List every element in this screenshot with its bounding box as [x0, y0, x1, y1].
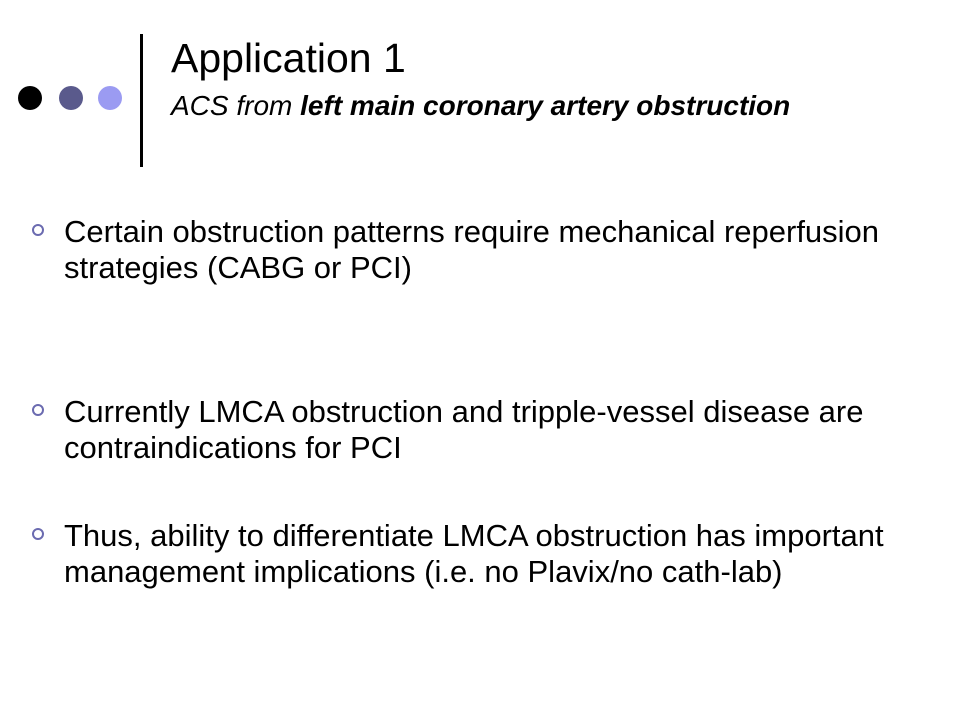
bullet-text: Currently LMCA obstruction and tripple-vessel disease are contraindications for PCI — [64, 394, 864, 465]
dot-icon — [98, 86, 122, 110]
dot-icon — [18, 86, 42, 110]
bullet-ring-icon — [32, 404, 44, 416]
bullet-text: Thus, ability to differentiate LMCA obstruction has important management implications (i.e. no Plavix/no cath-lab) — [64, 518, 884, 589]
bullet-item — [64, 518, 914, 590]
bullet-item — [64, 214, 914, 286]
subtitle-emphasis: left main coronary artery obstruction — [300, 90, 791, 121]
slide-title: Application 1 — [171, 35, 406, 81]
bullet-ring-icon — [32, 528, 44, 540]
title-divider — [140, 34, 143, 167]
title-block — [171, 32, 951, 125]
dot-icon — [59, 86, 83, 110]
slide-subtitle — [171, 86, 951, 125]
bullet-text: Certain obstruction patterns require mechanical reperfusion strategies (CABG or PCI) — [64, 214, 880, 285]
subtitle-prefix: ACS from — [171, 90, 301, 121]
bullet-item — [64, 394, 914, 466]
bullet-ring-icon — [32, 224, 44, 236]
